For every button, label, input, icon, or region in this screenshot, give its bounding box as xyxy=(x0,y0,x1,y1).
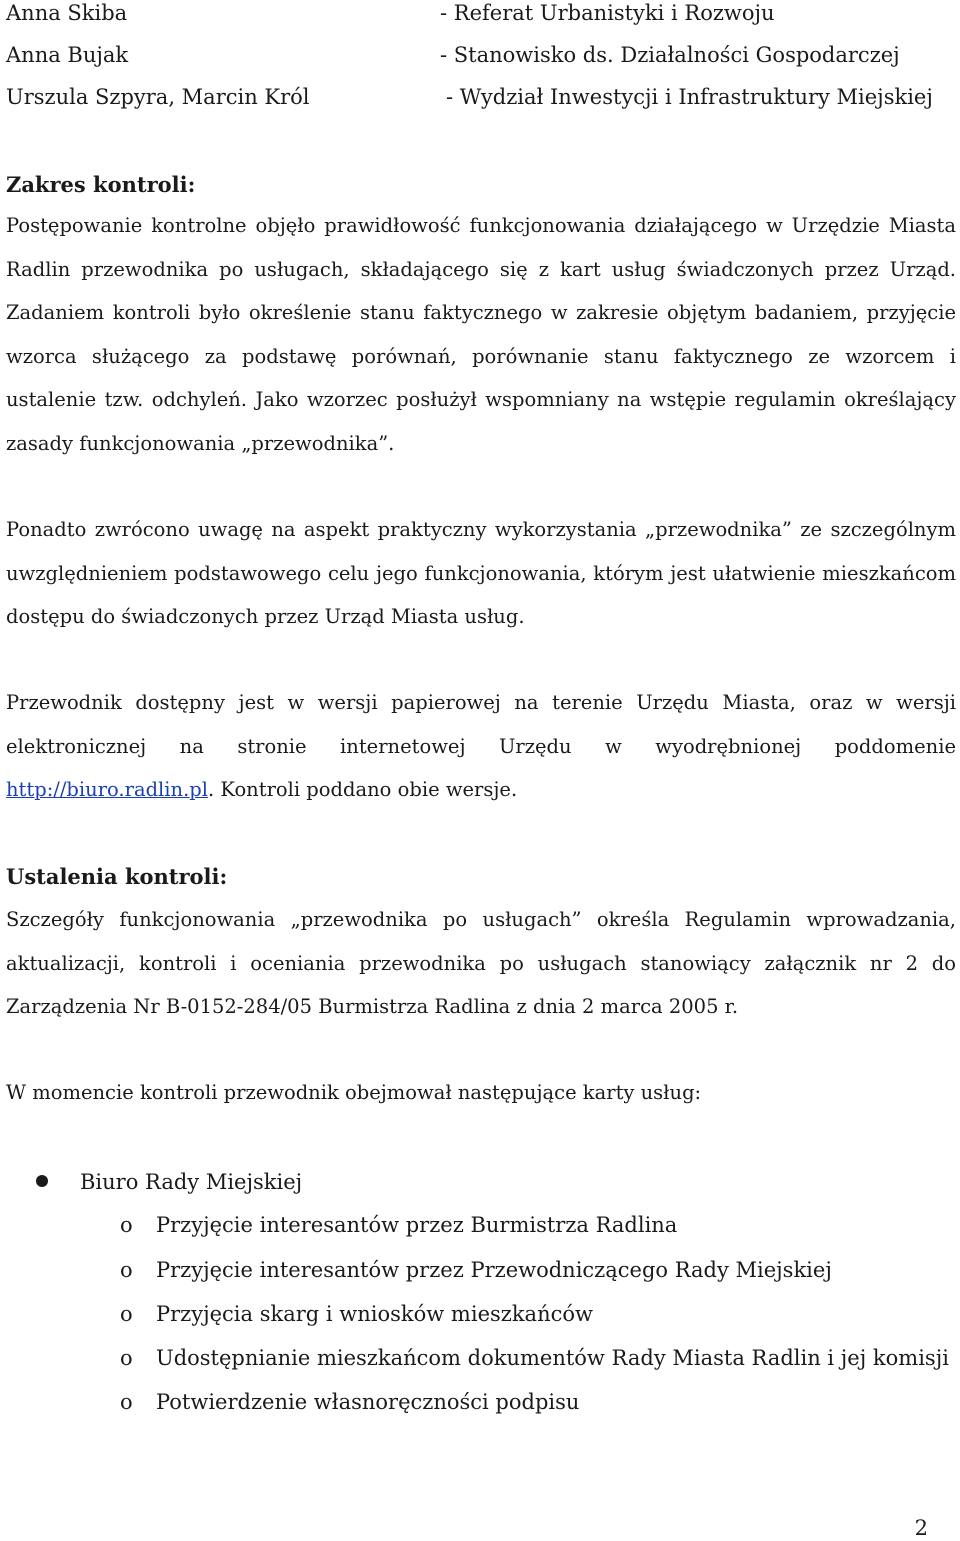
staff-name: Urszula Szpyra, Marcin Król xyxy=(6,85,310,109)
page-number: 2 xyxy=(914,1516,928,1540)
sub-list-item: Udostępnianie mieszkańcom dokumentów Rady Miasta Radlin i jej komisji xyxy=(156,1346,949,1370)
scope-paragraph-2: Ponadto zwrócono uwagę na aspekt praktyczny wykorzystania „przewodnika” ze szczególnym uwzględnieniem podstawowego celu jego funkcjonowania, którym jest ułatwienie mieszkańcom dostępu do świadczonych przez Urząd Miasta usług. xyxy=(6,518,956,628)
section-heading-scope: Zakres kontroli: xyxy=(6,172,196,197)
sub-bullet-icon: o xyxy=(120,1213,133,1237)
section-heading-findings: Ustalenia kontroli: xyxy=(6,864,228,889)
sub-list-item: Potwierdzenie własnoręczności podpisu xyxy=(156,1390,580,1414)
scope-paragraph-3-text: Przewodnik dostępny jest w wersji papierowej na terenie Urzędu Miasta, oraz w wersji elektronicznej na stronie internetowej Urzędu w wyodrębnionej poddomenie xyxy=(6,691,956,758)
sub-bullet-icon: o xyxy=(120,1302,133,1326)
scope-paragraph-1: Postępowanie kontrolne objęło prawidłowość funkcjonowania działającego w Urzędzie Miasta Radlin przewodnika po usługach, składającego się z kart usług świadczonych przez Urząd. Zadaniem kontroli było określenie stanu faktycznego w zakresie objętym badaniem, przyjęcie wzorca służącego za podstawę porównań, porównanie stanu faktycznego ze wzorcem i ustalenie tzw. odchyleń. Jako wzorzec posłużył wspomniany na wstępie regulamin określający zasady funkcjonowania „przewodnika”. xyxy=(6,214,956,455)
staff-department: - Stanowisko ds. Działalności Gospodarczej xyxy=(440,43,900,67)
bullet-icon xyxy=(36,1175,48,1187)
sub-list-item: Przyjęcie interesantów przez Burmistrza Radlina xyxy=(156,1213,678,1237)
sub-list-item: Przyjęcie interesantów przez Przewodniczącego Rady Miejskiej xyxy=(156,1258,832,1282)
scope-paragraph-3 xyxy=(6,681,956,812)
staff-department: - Wydział Inwestycji i Infrastruktury Miejskiej xyxy=(446,85,933,109)
scope-paragraph-3-end: . Kontroli poddano obie wersje. xyxy=(208,778,518,801)
sub-list-item: Przyjęcia skarg i wniosków mieszkańców xyxy=(156,1302,593,1326)
staff-department: - Referat Urbanistyki i Rozwoju xyxy=(440,1,775,25)
staff-name: Anna Skiba xyxy=(6,1,128,25)
findings-paragraph-1: Szczegóły funkcjonowania „przewodnika po usługach” określa Regulamin wprowadzania, aktualizacji, kontroli i oceniania przewodnika po usługach stanowiący załącznik nr 2 do Zarządzenia Nr B-0152-284/05 Burmistrza Radlina z dnia 2 marca 2005 r. xyxy=(6,908,956,1018)
staff-row xyxy=(6,42,956,72)
sub-bullet-icon: o xyxy=(120,1390,133,1414)
staff-name: Anna Bujak xyxy=(6,43,129,67)
staff-row xyxy=(6,84,956,114)
sub-bullet-icon: o xyxy=(120,1346,133,1370)
subdomain-link[interactable]: http://biuro.radlin.pl xyxy=(6,778,208,801)
findings-paragraph-2: W momencie kontroli przewodnik obejmował następujące karty usług: xyxy=(6,1081,702,1104)
list-item-main: Biuro Rady Miejskiej xyxy=(80,1170,303,1194)
sub-bullet-icon: o xyxy=(120,1258,133,1282)
staff-row xyxy=(6,0,956,30)
